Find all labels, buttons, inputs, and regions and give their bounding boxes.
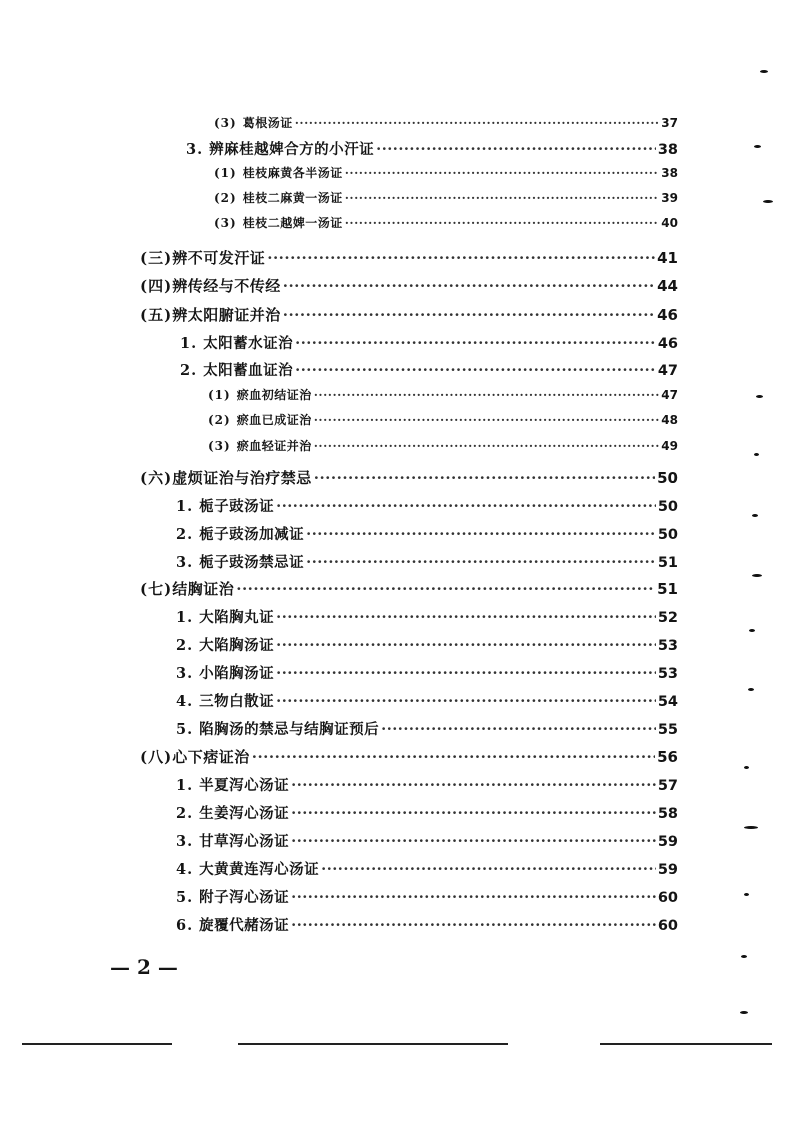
toc-entry-page: 57 xyxy=(657,778,678,794)
toc-entry[interactable] xyxy=(176,802,678,823)
page-number-footer: — 2 — xyxy=(110,955,178,979)
toc-entry-title: 栀子豉汤禁忌证 xyxy=(199,554,305,571)
toc-entry-page: 46 xyxy=(657,306,678,324)
toc-entry[interactable] xyxy=(140,275,678,296)
toc-entry-page: 53 xyxy=(657,666,678,682)
toc-entry-title: 甘草泻心汤证 xyxy=(199,833,290,850)
toc-entry-title: 生姜泻心汤证 xyxy=(199,805,290,822)
toc-entry-page: 46 xyxy=(657,336,678,352)
dot-leader xyxy=(291,833,656,850)
scan-mark xyxy=(754,145,761,148)
toc-entry[interactable] xyxy=(208,411,678,428)
toc-entry-page: 49 xyxy=(661,439,678,453)
toc-entry-page: 44 xyxy=(657,277,678,295)
toc-entry[interactable] xyxy=(176,523,678,544)
toc-entry-title: 结胸证治 xyxy=(172,580,235,598)
toc-entry-number: 3. xyxy=(176,665,194,682)
dot-leader xyxy=(345,166,660,180)
toc-entry-number: (3) xyxy=(214,116,237,130)
toc-entry-number: 5. xyxy=(176,721,194,738)
toc-entry-page: 51 xyxy=(657,555,678,571)
toc-entry[interactable] xyxy=(186,138,678,159)
dot-leader xyxy=(345,191,660,205)
toc-entry-number: (七) xyxy=(140,580,173,598)
toc-entry[interactable] xyxy=(140,304,678,325)
toc-entry[interactable] xyxy=(176,858,678,879)
toc-entry[interactable] xyxy=(214,214,678,231)
toc-entry-number: (三) xyxy=(140,249,173,267)
dot-leader xyxy=(276,637,656,654)
toc-entry-number: (1) xyxy=(214,166,237,180)
toc-entry[interactable] xyxy=(140,467,678,488)
toc-entry-page: 53 xyxy=(657,638,678,654)
toc-entry-title: 太阳蓄水证治 xyxy=(203,335,294,352)
toc-entry-number: 4. xyxy=(176,693,194,710)
dot-leader xyxy=(291,777,656,794)
bottom-rule-left xyxy=(22,1043,172,1045)
dot-leader xyxy=(276,693,656,710)
toc-entry-number: (1) xyxy=(208,388,231,402)
dot-leader xyxy=(321,861,656,878)
toc-entry-number: 1. xyxy=(180,335,198,352)
toc-entry-title: 瘀血初结证治 xyxy=(236,388,312,402)
toc-entry-number: (八) xyxy=(140,748,173,766)
toc-entry-title: 大黄黄连泻心汤证 xyxy=(199,861,320,878)
toc-entry-number: (2) xyxy=(214,191,237,205)
toc-entry[interactable] xyxy=(176,634,678,655)
toc-entry-title: 桂枝二麻黄一汤证 xyxy=(242,191,343,205)
toc-entry[interactable] xyxy=(176,914,678,935)
dot-leader xyxy=(376,141,656,158)
toc-entry[interactable] xyxy=(140,578,678,599)
dot-leader xyxy=(276,609,656,626)
toc-entry-page: 55 xyxy=(657,722,678,738)
toc-entry[interactable] xyxy=(214,189,678,206)
toc-entry-title: 三物白散证 xyxy=(199,693,275,710)
toc-entry-page: 41 xyxy=(657,249,678,267)
toc-entry-title: 小陷胸汤证 xyxy=(199,665,275,682)
toc-entry[interactable] xyxy=(140,746,678,767)
toc-entry-page: 54 xyxy=(657,694,678,710)
toc-entry-title: 虚烦证治与治疗禁忌 xyxy=(172,469,312,487)
toc-entry-page: 37 xyxy=(661,116,678,130)
toc-entry-title: 辨麻桂越婢合方的小汗证 xyxy=(209,141,375,158)
toc-entry[interactable] xyxy=(214,114,678,131)
toc-entry-title: 桂枝二越婢一汤证 xyxy=(242,216,343,230)
dot-leader xyxy=(314,413,660,427)
scan-mark xyxy=(756,395,763,398)
scan-mark xyxy=(752,514,758,517)
scan-mark xyxy=(748,688,754,691)
toc-entry-number: (3) xyxy=(214,216,237,230)
toc-entry-page: 40 xyxy=(661,216,678,230)
scan-mark xyxy=(754,453,759,456)
toc-entry-number: (四) xyxy=(140,277,173,295)
toc-entry-title: 栀子豉汤证 xyxy=(199,498,275,515)
scan-mark xyxy=(763,200,773,203)
toc-entry[interactable] xyxy=(180,359,678,380)
scan-mark xyxy=(744,826,758,829)
scan-mark xyxy=(760,70,768,73)
toc-entry[interactable] xyxy=(180,332,678,353)
toc-entry[interactable] xyxy=(214,164,678,181)
dot-leader xyxy=(252,748,655,766)
toc-entry-number: (2) xyxy=(208,413,231,427)
toc-entry[interactable] xyxy=(140,247,678,268)
dot-leader xyxy=(295,116,660,130)
toc-entry-number: 1. xyxy=(176,498,194,515)
toc-entry-page: 50 xyxy=(657,527,678,543)
scan-mark xyxy=(749,629,755,632)
toc-entry[interactable] xyxy=(176,551,678,572)
toc-entry-page: 56 xyxy=(657,748,678,766)
toc-entry-title: 太阳蓄血证治 xyxy=(203,362,294,379)
toc-entry[interactable] xyxy=(176,690,678,711)
dot-leader xyxy=(283,306,655,324)
toc-entry-number: (六) xyxy=(140,469,173,487)
toc-entry-title: 大陷胸汤证 xyxy=(199,637,275,654)
dot-leader xyxy=(291,917,656,934)
scan-mark xyxy=(744,766,749,769)
toc-entry-title: 桂枝麻黄各半汤证 xyxy=(242,166,343,180)
toc-entry-page: 60 xyxy=(657,890,678,906)
toc-entry-page: 47 xyxy=(657,363,678,379)
toc-entry-page: 50 xyxy=(657,469,678,487)
dot-leader xyxy=(295,335,656,352)
toc-entry[interactable] xyxy=(176,662,678,683)
scan-mark xyxy=(752,574,762,577)
toc-entry-title: 旋覆代赭汤证 xyxy=(199,917,290,934)
bottom-rule-middle xyxy=(238,1043,508,1045)
toc-entry-page: 59 xyxy=(657,834,678,850)
toc-entry[interactable] xyxy=(176,774,678,795)
dot-leader xyxy=(276,498,656,515)
toc-entry-page: 58 xyxy=(657,806,678,822)
toc-entry-number: (五) xyxy=(140,306,173,324)
dot-leader xyxy=(381,721,656,738)
toc-entry-page: 51 xyxy=(657,580,678,598)
dot-leader xyxy=(314,388,660,402)
dot-leader xyxy=(295,362,656,379)
toc-entry-number: (3) xyxy=(208,439,231,453)
toc-entry-title: 辨太阳腑证并治 xyxy=(172,306,281,324)
toc-entry-title: 陷胸汤的禁忌与结胸证预后 xyxy=(199,721,380,738)
toc-entry-title: 辨传经与不传经 xyxy=(172,277,281,295)
dot-leader xyxy=(306,554,656,571)
scan-mark xyxy=(741,955,747,958)
toc-entry-number: 5. xyxy=(176,889,194,906)
toc-entry-title: 附子泻心汤证 xyxy=(199,889,290,906)
toc-entry-number: 2. xyxy=(176,805,194,822)
toc-entry-title: 栀子豉汤加减证 xyxy=(199,526,305,543)
dot-leader xyxy=(236,580,655,598)
dot-leader xyxy=(314,469,655,487)
toc-entry-number: 1. xyxy=(176,777,194,794)
toc-entry-title: 瘀血已成证治 xyxy=(236,413,312,427)
toc-entry[interactable] xyxy=(208,386,678,403)
toc-entry[interactable] xyxy=(176,606,678,627)
dot-leader xyxy=(283,277,655,295)
toc-entry-page: 50 xyxy=(657,499,678,515)
toc-entry[interactable] xyxy=(176,830,678,851)
toc-entry[interactable] xyxy=(176,718,678,739)
dot-leader xyxy=(276,665,656,682)
toc-entry-number: 6. xyxy=(176,917,194,934)
bottom-rule-right xyxy=(600,1043,772,1045)
dot-leader xyxy=(267,249,655,267)
toc-entry-number: 2. xyxy=(180,362,198,379)
toc-entry-number: 3. xyxy=(176,554,194,571)
toc-entry[interactable] xyxy=(176,495,678,516)
toc-entry-page: 47 xyxy=(661,388,678,402)
dot-leader xyxy=(314,439,660,453)
toc-entry-number: 1. xyxy=(176,609,194,626)
toc-entry-page: 38 xyxy=(661,166,678,180)
toc-entry-page: 60 xyxy=(657,918,678,934)
toc-entry-title: 葛根汤证 xyxy=(242,116,293,130)
dot-leader xyxy=(345,216,660,230)
toc-entry-title: 瘀血轻证并治 xyxy=(236,439,312,453)
toc-entry-title: 半夏泻心汤证 xyxy=(199,777,290,794)
dot-leader xyxy=(291,805,656,822)
toc-entry-title: 心下痞证治 xyxy=(172,748,250,766)
toc-entry-number: 3. xyxy=(186,141,204,158)
toc-entry[interactable] xyxy=(208,437,678,454)
dot-leader xyxy=(291,889,656,906)
toc-entry-number: 2. xyxy=(176,526,194,543)
toc-entry-title: 辨不可发汗证 xyxy=(172,249,266,267)
toc-entry-page: 39 xyxy=(661,191,678,205)
scan-mark xyxy=(744,893,749,896)
toc-entry-number: 3. xyxy=(176,833,194,850)
toc-entry-page: 48 xyxy=(661,413,678,427)
toc-entry-title: 大陷胸丸证 xyxy=(199,609,275,626)
toc-entry[interactable] xyxy=(176,886,678,907)
toc-entry-page: 59 xyxy=(657,862,678,878)
toc-entry-page: 38 xyxy=(657,142,678,158)
toc-entry-number: 4. xyxy=(176,861,194,878)
toc-entry-page: 52 xyxy=(657,610,678,626)
scan-mark xyxy=(740,1011,748,1014)
dot-leader xyxy=(306,526,656,543)
toc-entry-number: 2. xyxy=(176,637,194,654)
